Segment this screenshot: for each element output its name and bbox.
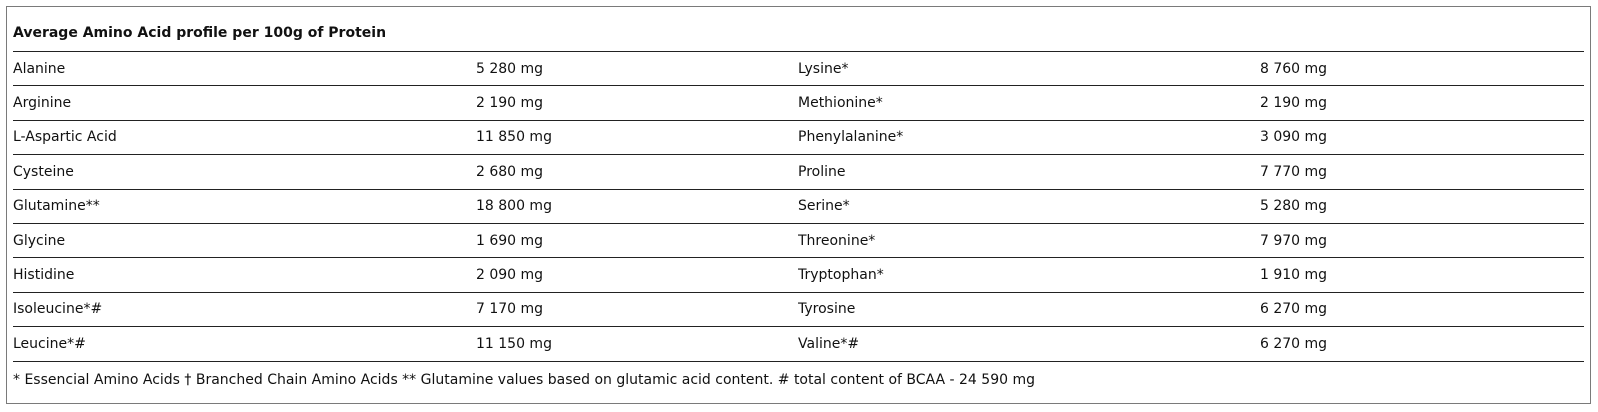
amino-acid-value: 5 280 mg <box>1260 198 1328 215</box>
amino-acid-name: Glycine <box>13 232 66 249</box>
amino-acid-value: 2 090 mg <box>476 267 544 284</box>
amino-acid-value: 11 150 mg <box>476 335 552 352</box>
table-row <box>13 224 1584 258</box>
amino-acid-name: Lysine* <box>798 60 849 77</box>
table-row <box>13 155 1584 189</box>
table-footnote: * Essencial Amino Acids † Branched Chain Amino Acids ** Glutamine values based on glutamic acid content. # total content of BCAA - 24 590 mg <box>13 371 1035 388</box>
table-row <box>13 327 1584 361</box>
amino-acid-value: 6 270 mg <box>1260 335 1328 352</box>
table-inner <box>13 13 1584 397</box>
amino-acid-value: 18 800 mg <box>476 198 552 215</box>
amino-acid-value: 1 690 mg <box>476 232 544 249</box>
amino-acid-value: 2 680 mg <box>476 163 544 180</box>
amino-acid-name: Glutamine** <box>13 198 100 215</box>
table-row <box>13 52 1584 86</box>
amino-acid-name: Isoleucine*# <box>13 301 103 318</box>
amino-acid-value: 3 090 mg <box>1260 129 1328 146</box>
amino-acid-value: 5 280 mg <box>476 60 544 77</box>
amino-acid-name: Tyrosine <box>798 301 856 318</box>
table-row <box>13 258 1584 292</box>
amino-acid-value: 7 770 mg <box>1260 163 1328 180</box>
amino-acid-name: Valine*# <box>798 335 860 352</box>
amino-acid-name: Arginine <box>13 95 72 112</box>
table-row <box>13 121 1584 155</box>
table-row <box>13 190 1584 224</box>
amino-acid-name: Histidine <box>13 267 75 284</box>
amino-acid-value: 1 910 mg <box>1260 267 1328 284</box>
amino-acid-value: 8 760 mg <box>1260 60 1328 77</box>
amino-acid-name: Serine* <box>798 198 850 215</box>
amino-acid-value: 7 970 mg <box>1260 232 1328 249</box>
amino-acid-name: Leucine*# <box>13 335 86 352</box>
table-title: Average Amino Acid profile per 100g of Protein <box>13 13 1584 52</box>
amino-acid-name: Methionine* <box>798 95 883 112</box>
amino-acid-name: Tryptophan* <box>798 267 884 284</box>
amino-acid-name: Threonine* <box>798 232 876 249</box>
amino-acid-value: 11 850 mg <box>476 129 552 146</box>
amino-acid-name: Proline <box>798 163 846 180</box>
table-row <box>13 86 1584 120</box>
amino-acid-name: Alanine <box>13 60 66 77</box>
amino-acid-name: Cysteine <box>13 163 74 180</box>
amino-acid-value: 2 190 mg <box>476 95 544 112</box>
table-row <box>13 293 1584 327</box>
amino-acid-name: Phenylalanine* <box>798 129 904 146</box>
amino-acid-table <box>6 6 1591 404</box>
amino-acid-value: 7 170 mg <box>476 301 544 318</box>
amino-acid-value: 2 190 mg <box>1260 95 1328 112</box>
amino-acid-name: L-Aspartic Acid <box>13 129 117 146</box>
amino-acid-value: 6 270 mg <box>1260 301 1328 318</box>
